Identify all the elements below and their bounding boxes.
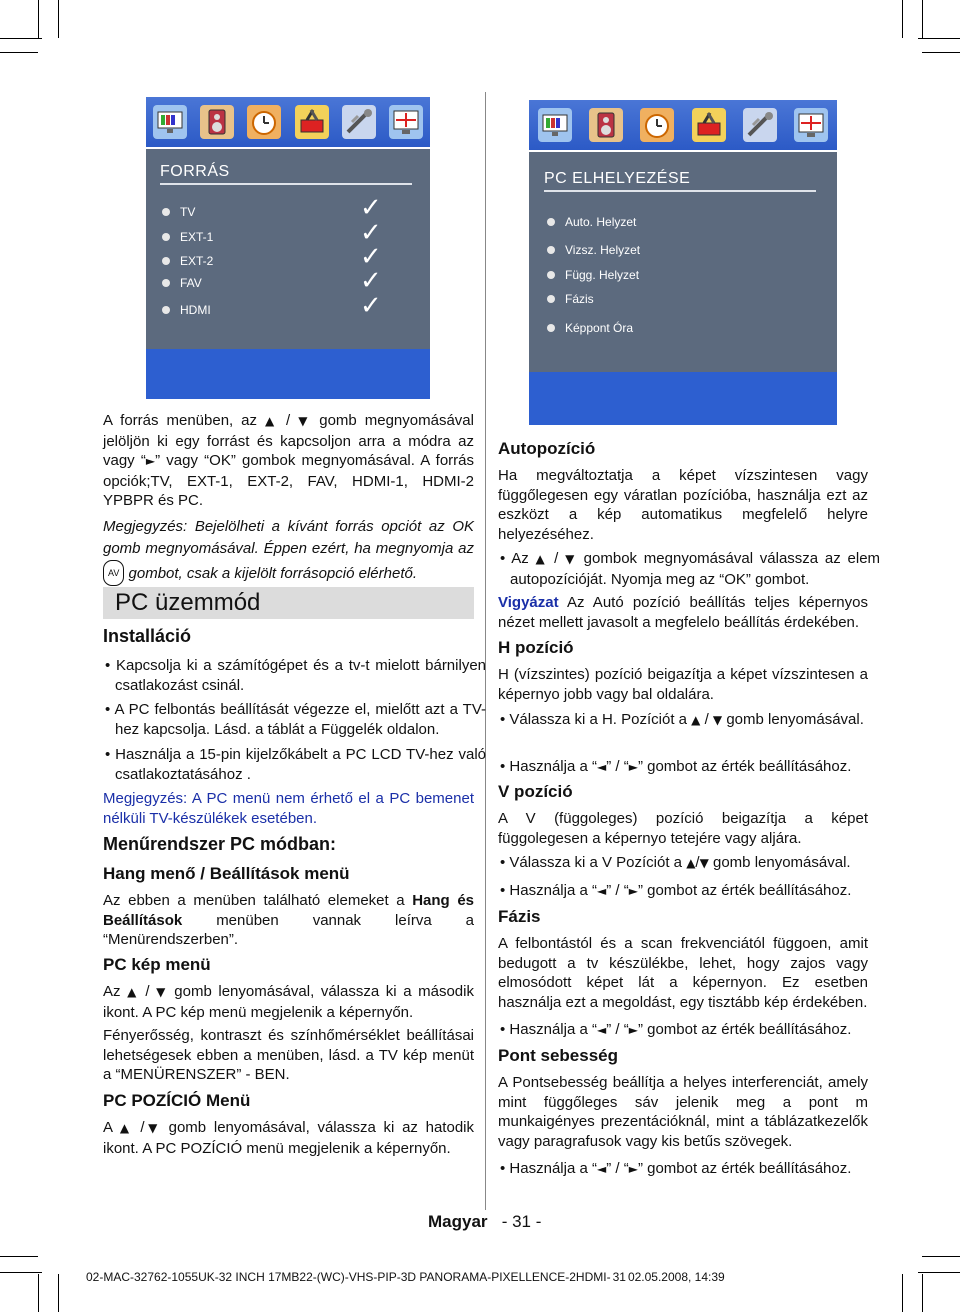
clock-icon: [640, 108, 674, 142]
pc-picture-menu-heading: PC kép menü: [103, 955, 211, 974]
installation-heading: Installáció: [103, 626, 192, 646]
menu-item-v-position[interactable]: Függ. Helyzet: [547, 268, 639, 282]
crop-mark: [922, 0, 923, 38]
warning-paragraph: Vigyázat Az Autó pozíció beállítás teljes képernyos nézet mellett javasolt a megfelelo beállítás érdekében.: [498, 594, 868, 631]
dot-clock-heading: Pont sebesség: [498, 1046, 618, 1065]
check-icon: ✓: [360, 266, 382, 296]
menu-panel: [529, 152, 837, 372]
source-menu-paragraph: A forrás menüben, az ▲ / ▼ gomb megnyomásával jelöljön ki egy forrást és kapcsoljon arra a módra az vagy “►” vagy “OK” gombok megnyomásával. A forrás opciók;TV, EXT-1, EXT-2, FAV, HDMI-1, HDMI-2 YPBPR és PC.: [103, 412, 474, 509]
connector-icon: [342, 105, 376, 139]
language-label: Magyar: [428, 1212, 488, 1231]
autoposition-paragraph: Ha megváltoztatja a képet vízszintesen vagy függőlegesen egy váratlan pozícióba, használja ezt az eszközt a kép automatikus megfelelő helyre helyezéséhez.: [498, 467, 868, 543]
page-number: - 31 -: [501, 1212, 542, 1231]
menu-panel: [146, 149, 430, 349]
bullet-dot: [162, 257, 170, 265]
h-position-heading: H pozíció: [498, 638, 574, 657]
page-footer: [428, 1212, 541, 1232]
menu-footer-bar: [529, 372, 837, 425]
v-position-bullet-2: • Használja a “◄” / “►” gombot az érték beállításához.: [500, 882, 852, 899]
bullet-dot: [162, 233, 170, 241]
pc-position-paragraph: A ▲ /▼ gomb lenyomásával, válassza ki az hatodik ikont. A PC POZÍCIÓ menü megjelenik a képernyőn.: [103, 1119, 474, 1157]
dot-clock-paragraph: A Pontsebesség beállítja a helyes interferenciát, amely mint függőleges sáv jelenik meg a pont m munkaigényes prezentációknál, mint a táblázatkezelők vagy paragrafusok vagy kis betűs szövegek.: [498, 1074, 868, 1150]
check-icon: ✓: [360, 291, 382, 321]
picture-icon: [538, 108, 572, 142]
v-position-bullet-1: • Válassza ki a V Pozíciót a ▲/▼ gomb lenyomásával.: [500, 854, 851, 871]
pc-position-icon: [389, 105, 423, 139]
menu-system-heading: Menűrendszer PC módban:: [103, 834, 337, 854]
down-arrow-icon: ▼: [565, 552, 577, 566]
pc-mode-heading: PC üzemmód: [115, 589, 261, 616]
sound-menu-paragraph: Az ebben a menüben található elemeket a Hang és Beállítások menüben vannak leírva a “Menürendszerben”.: [103, 892, 475, 948]
left-arrow-icon: ◄: [596, 1162, 607, 1176]
phase-paragraph: A felbontástól és a scan frekvenciától függoen, amit bedugott a tv készülékbe, lehet, hogy zajos vagy elmosódott képet lát a képernyon. Ez esetben használja ezt a megoldást, egy tisztább kép érdekében.: [498, 935, 868, 1011]
crop-mark: [38, 0, 39, 38]
tools-icon: [692, 108, 726, 142]
bullet-dot: [547, 295, 555, 303]
h-position-paragraph: H (vízszintes) pozíció beigazítja a képet vízszintesen a képernyo jobb vagy bal oldalára.: [498, 666, 868, 703]
up-arrow-icon: ▲: [127, 985, 139, 999]
h-position-bullet-1: • Válassza ki a H. Pozíciót a ▲ / ▼ gomb lenyomásával.: [500, 711, 864, 728]
down-arrow-icon: ▼: [156, 985, 168, 999]
pc-position-menu-heading: PC POZÍCIÓ Menü: [103, 1091, 251, 1110]
menu-item-hdmi[interactable]: HDMI: [162, 303, 211, 317]
source-note: Megjegyzés: Bejelölheti a kívánt forrás opciót az OK gomb megnyomásával. Éppen ezért, ha megnyomja az AV gombot, csak a kijelölt forrásopció elérhető.: [103, 516, 474, 586]
pc-mode-heading-bar: [103, 587, 474, 619]
autoposition-bullet: • Az ▲ / ▼ gombok megnyomásával válassza az elem autopozícióját. Nyomja meg az “OK” gombot.: [500, 550, 881, 588]
file-info: 02-MAC-32762-1055UK-32 INCH 17MB22-(WC)-VHS-PIP-3D PANORAMA-PIXELLENCE-2HDMI- 31 02.05.2008, 14:39: [86, 1270, 725, 1284]
pc-picture-paragraph-2: Fényerősség, kontraszt és színhőmérséklet beállításai lehetségesek ebben a menüben, lásd. a TV kép menüt a “MENÜRENSZER” - BEN.: [103, 1027, 474, 1083]
menu-item-ext1[interactable]: EXT-1: [162, 230, 213, 244]
crop-mark: [922, 1274, 923, 1312]
bullet-dot: [547, 246, 555, 254]
left-arrow-icon: ◄: [596, 1023, 607, 1037]
sound-icon: [589, 108, 623, 142]
bullet-dot: [162, 306, 170, 314]
menu-title-rule: [160, 183, 412, 185]
menu-item-h-position[interactable]: Vizsz. Helyzet: [547, 243, 640, 257]
bullet-dot: [547, 271, 555, 279]
right-arrow-icon: ►: [628, 1162, 638, 1176]
menu-footer-bar: [146, 349, 430, 399]
crop-mark: [902, 0, 903, 38]
phase-bullet: • Használja a “◄” / “►” gombot az érték beállításához.: [500, 1021, 852, 1038]
install-bullet-3: • Használja a 15-pin kijelzőkábelt a PC LCD TV-hez való csatlakoztatásához .: [105, 746, 486, 783]
up-arrow-icon: ▲: [265, 414, 279, 428]
bullet-dot: [162, 208, 170, 216]
source-menu-screenshot: [146, 97, 430, 399]
sound-icon: [200, 105, 234, 139]
up-arrow-icon: ▲: [119, 1121, 133, 1135]
down-arrow-icon: ▼: [699, 856, 709, 870]
right-arrow-icon: ►: [628, 884, 638, 898]
clock-icon: [247, 105, 281, 139]
dot-clock-bullet: • Használja a “◄” / “►” gombot az érték beállításához.: [500, 1160, 852, 1177]
install-bullet-2: • A PC felbontás beállítását végezze el, mielőtt azt a TV-hez kapcsolja. Lásd. a táblát a Függelék oldalon.: [105, 701, 487, 738]
v-position-heading: V pozíció: [498, 782, 573, 801]
right-arrow-icon: ►: [628, 1023, 638, 1037]
crop-mark: [922, 52, 960, 53]
connector-icon: [743, 108, 777, 142]
h-position-bullet-2: • Használja a “◄” / “►” gombot az érték beállításához.: [500, 758, 852, 775]
menu-item-ext2[interactable]: EXT-2: [162, 254, 213, 268]
check-icon: ✓: [360, 218, 382, 248]
sound-menu-heading: Hang menő / Beállítások menü: [103, 864, 350, 883]
right-arrow-icon: ►: [145, 454, 156, 468]
left-arrow-icon: ◄: [596, 884, 607, 898]
bullet-dot: [547, 324, 555, 332]
menu-item-tv[interactable]: TV: [162, 205, 195, 219]
menu-title: PC ELHELYEZÉSE: [544, 170, 691, 187]
crop-mark: [58, 0, 59, 38]
crop-mark: [918, 1272, 960, 1273]
phase-heading: Fázis: [498, 907, 541, 926]
left-arrow-icon: ◄: [596, 760, 607, 774]
right-arrow-icon: ►: [628, 760, 638, 774]
down-arrow-icon: ▼: [144, 1121, 161, 1135]
menu-icon-bar: [529, 100, 837, 150]
menu-item-fav[interactable]: FAV: [162, 276, 202, 290]
pc-position-icon: [794, 108, 828, 142]
bullet-dot: [162, 279, 170, 287]
up-arrow-icon: ▲: [686, 856, 696, 870]
up-arrow-icon: ▲: [691, 713, 701, 727]
crop-mark: [38, 1274, 39, 1312]
crop-mark: [0, 1256, 38, 1257]
picture-icon: [153, 105, 187, 139]
pc-position-menu-screenshot: [529, 100, 837, 425]
check-icon: ✓: [360, 242, 382, 272]
menu-item-phase[interactable]: Fázis: [547, 292, 594, 306]
column-divider: [485, 92, 486, 1210]
down-arrow-icon: ▼: [712, 713, 723, 727]
menu-title: FORRÁS: [160, 163, 230, 180]
crop-mark: [918, 38, 960, 39]
v-position-paragraph: A V (függoleges) pozíció beigazítja a képet függolegesen a képernyo tetejére vagy aljára.: [498, 810, 868, 847]
menu-item-dot-clock[interactable]: Képpont Óra: [547, 321, 633, 335]
crop-mark: [58, 1274, 59, 1312]
crop-mark: [902, 1274, 903, 1312]
check-icon: ✓: [360, 193, 382, 223]
bullet-dot: [547, 218, 555, 226]
crop-mark: [0, 52, 38, 53]
crop-mark: [0, 38, 42, 39]
menu-icon-bar: [146, 97, 430, 147]
menu-title-rule: [544, 190, 816, 192]
down-arrow-icon: ▼: [298, 414, 312, 428]
pc-picture-paragraph-1: Az ▲ / ▼ gomb lenyomásával, válassza ki a második ikont. A PC kép menü megjelenik a képernyőn.: [103, 983, 474, 1021]
autoposition-heading: Autopozíció: [498, 439, 596, 458]
tools-icon: [295, 105, 329, 139]
av-button-icon: AV: [103, 560, 124, 586]
menu-item-auto-position[interactable]: Auto. Helyzet: [547, 215, 636, 229]
install-bullet-1: • Kapcsolja ki a számítógépet és a tv-t mielott bárnilyen csatlakozást csinál.: [105, 657, 487, 694]
crop-mark: [0, 1272, 42, 1273]
crop-mark: [922, 1256, 960, 1257]
up-arrow-icon: ▲: [535, 552, 548, 566]
pc-menu-note: Megjegyzés: A PC menü nem érhető el a PC bemenet nélküli TV-készülékek esetében.: [103, 790, 474, 827]
